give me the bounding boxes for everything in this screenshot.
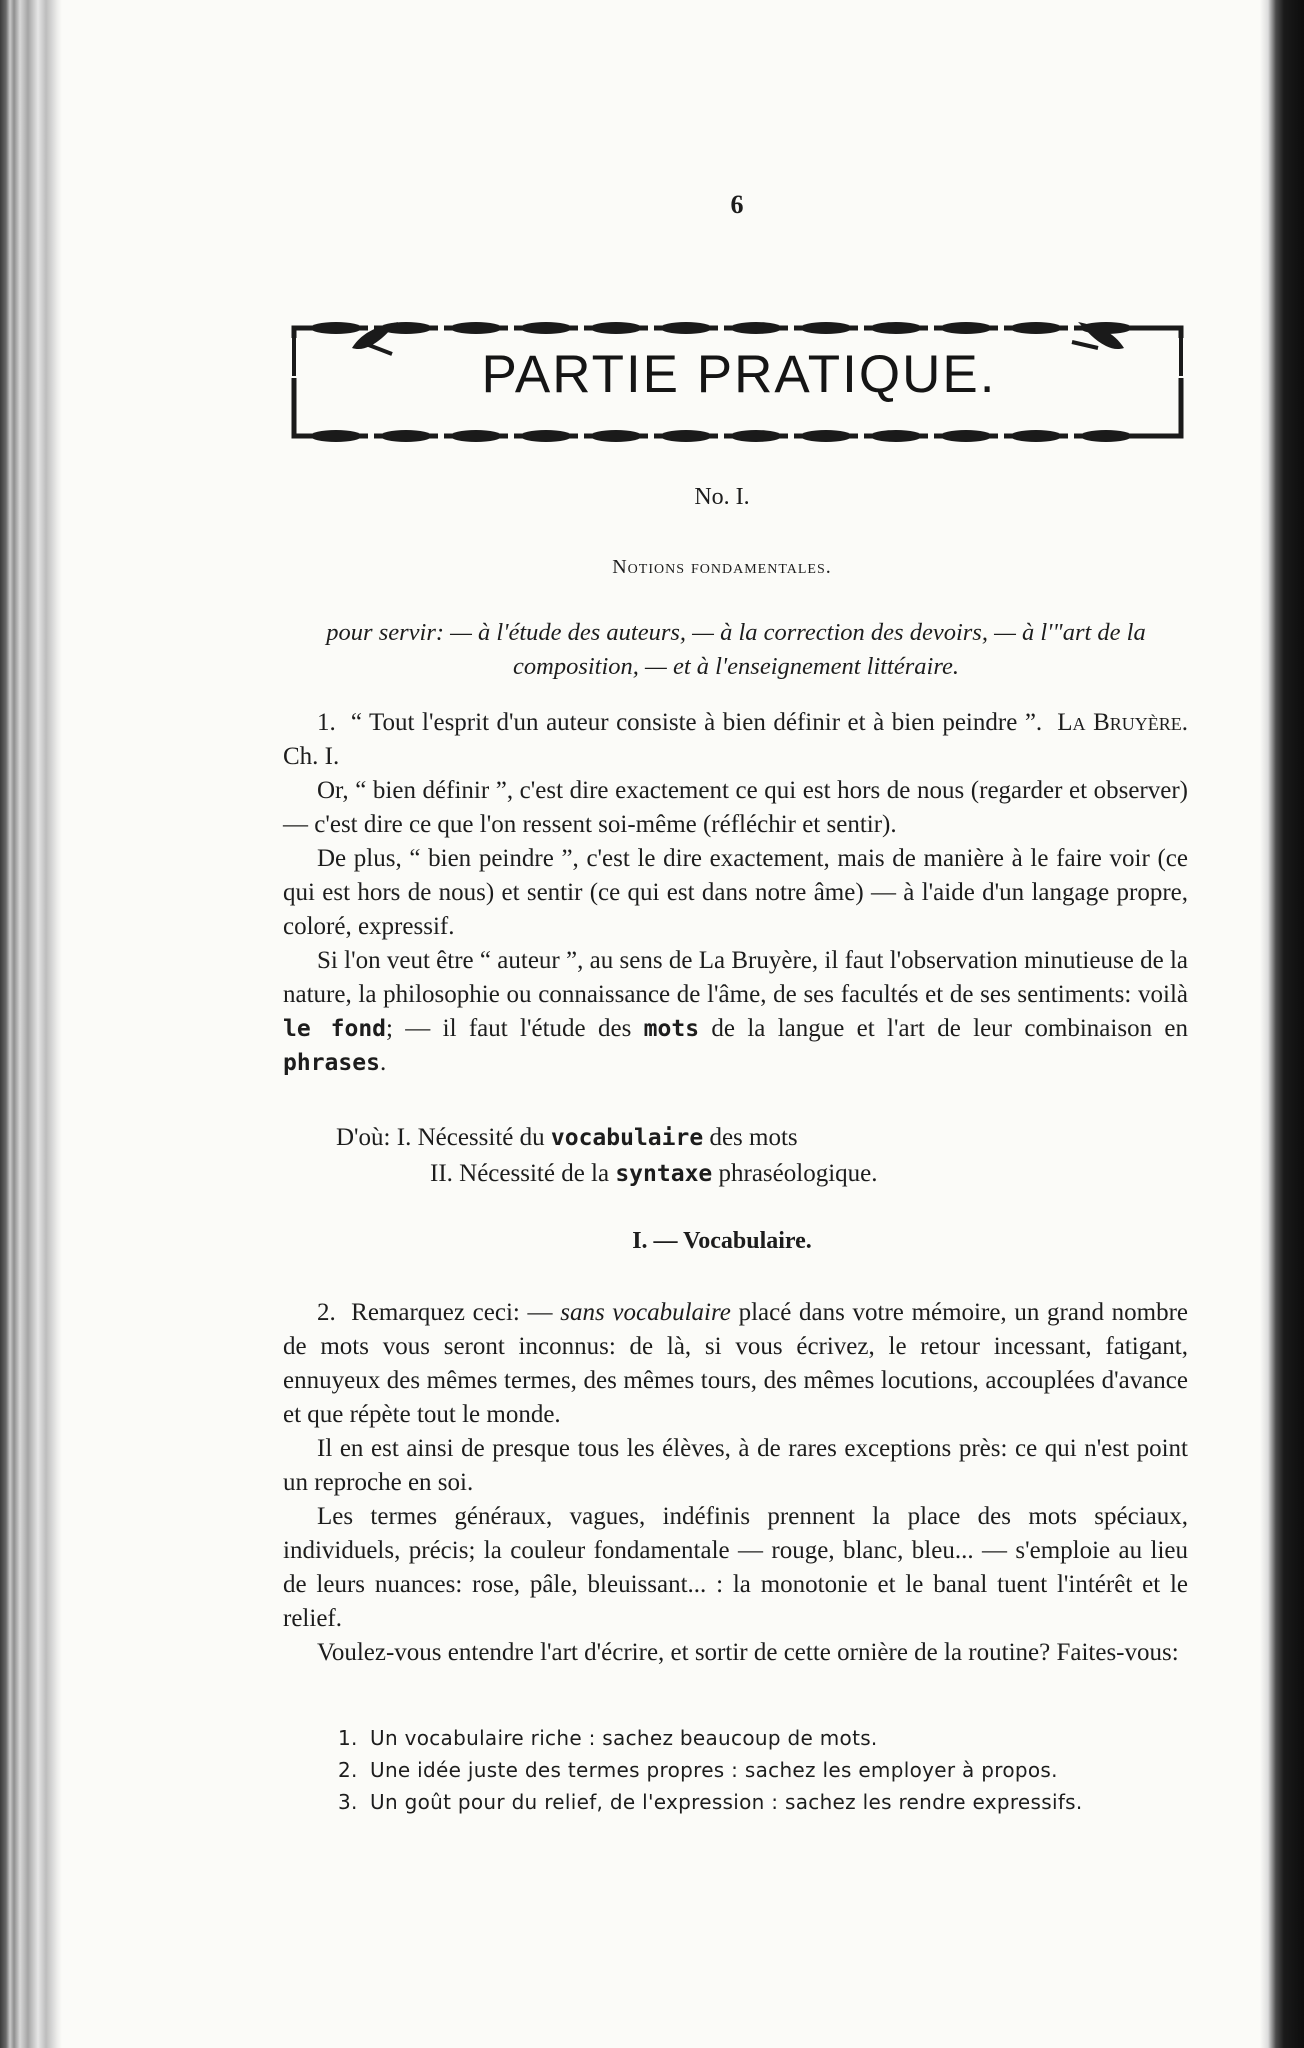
advice-list	[338, 1722, 1083, 1818]
text-span: ; — il faut l'étude des	[386, 1015, 632, 1042]
vocabulaire-block	[283, 1296, 1188, 1670]
necessity-line-2	[430, 1160, 878, 1188]
paragraphs-block	[283, 706, 1188, 1080]
paragraph-6: Il en est ainsi de presque tous les élèves, à de rares exceptions près: ce qui n'est point un reproche en soi.	[283, 1435, 1188, 1496]
bold-term: syntaxe	[615, 1161, 713, 1187]
paragraph-2: Or, “ bien définir ”, c'est dire exactement ce qui est hors de nous (regarder et observer) — c'est dire ce que l'on ressent soi-même (réfléchir et sentir).	[283, 777, 1188, 838]
paragraph-1	[283, 706, 1188, 774]
list-text: Un vocabulaire riche : sachez beaucoup de mots.	[370, 1726, 878, 1750]
bold-term: vocabulaire	[550, 1125, 704, 1151]
text-span: des mots	[709, 1124, 798, 1151]
paragraph-3: De plus, “ bien peindre ”, c'est le dire exactement, mais de manière à le faire voir (ce qui est hors de nous) et sentir (ce qui est dans notre âme) — à l'aide d'un langage propre, coloré, expressif.	[283, 845, 1188, 940]
list-item	[338, 1754, 1083, 1786]
paragraph-number: 1.	[317, 709, 336, 736]
text-span: Remarquez ceci: —	[351, 1299, 553, 1326]
text-span: phraséologique.	[718, 1160, 878, 1187]
list-text: Un goût pour du relief, de l'expression : sachez les rendre expressifs.	[370, 1790, 1083, 1814]
list-number: 1.	[338, 1726, 358, 1750]
text-span: D'où: I. Nécessité du	[336, 1124, 545, 1151]
text-span: placé dans votre mémoire, un grand nombre de mots vous seront inconnus: de là, si vous écrivez, le retour incessant, fatigant, ennuyeux des mêmes termes, des mêmes tours, des mêmes locutions, accouplées d'avance et que répète tout le monde.	[283, 1299, 1189, 1428]
scan-right-edge	[1260, 0, 1304, 2048]
list-number: 2.	[338, 1758, 358, 1782]
text-span: de la langue et l'art de leur combinaison en	[711, 1015, 1189, 1042]
paragraph-8: Voulez-vous entendre l'art d'écrire, et sortir de cette ornière de la routine? Faites-vous:	[317, 1639, 1179, 1666]
quote-author: La Bruyère	[1057, 709, 1182, 736]
leaf-ornament-right-icon	[1068, 318, 1128, 358]
intro-italic: pour servir: — à l'étude des auteurs, — à la correction des devoirs, — à l'"art de la composition, — et à l'enseignement littéraire.	[326, 619, 1146, 680]
section-heading: Notions fondamentales.	[612, 556, 832, 578]
banner-title: PARTIE PRATIQUE.	[481, 345, 997, 404]
necessity-line-1	[336, 1124, 798, 1152]
list-number: 3.	[338, 1790, 358, 1814]
bold-term: phrases	[283, 1050, 380, 1076]
page-number: 6	[730, 190, 744, 219]
section-number: No. I.	[694, 484, 750, 510]
book-binding-edge	[0, 0, 62, 2048]
paragraph-5	[283, 1296, 1188, 1432]
text-span: II. Nécessité de la	[430, 1160, 610, 1187]
text-span: .	[379, 1049, 387, 1076]
list-item	[338, 1722, 1083, 1754]
bold-term: mots	[643, 1016, 700, 1042]
list-item	[338, 1786, 1083, 1818]
vocabulaire-heading: I. — Vocabulaire.	[632, 1228, 812, 1254]
quote-text: “ Tout l'esprit d'un auteur consiste à bien définir et à bien peindre ”.	[350, 709, 1043, 736]
italic-term: sans vocabulaire	[560, 1299, 731, 1326]
quote-reference: . Ch. I.	[283, 709, 1188, 770]
list-text: Une idée juste des termes propres : sachez les employer à propos.	[370, 1758, 1058, 1782]
paragraph-4	[283, 944, 1188, 1080]
bold-term: le fond	[283, 1016, 387, 1042]
text-span: Si l'on veut être “ auteur ”, au sens de La Bruyère, il faut l'observation minutieuse de la nature, la philosophie ou connaissance de l'âme, de ses facultés et de ses sentiments: voilà	[283, 947, 1188, 1008]
title-banner	[286, 318, 1192, 446]
paragraph-7: Les termes généraux, vagues, indéfinis prennent la place des mots spéciaux, individuels, précis; la couleur fondamentale — rouge, blanc, bleu... — s'emploie au lieu de leurs nuances: rose, pâle, bleuissant... : la monotonie et le banal tuent l'intérêt et le relief.	[283, 1503, 1188, 1632]
paragraph-number: 2.	[317, 1299, 336, 1326]
